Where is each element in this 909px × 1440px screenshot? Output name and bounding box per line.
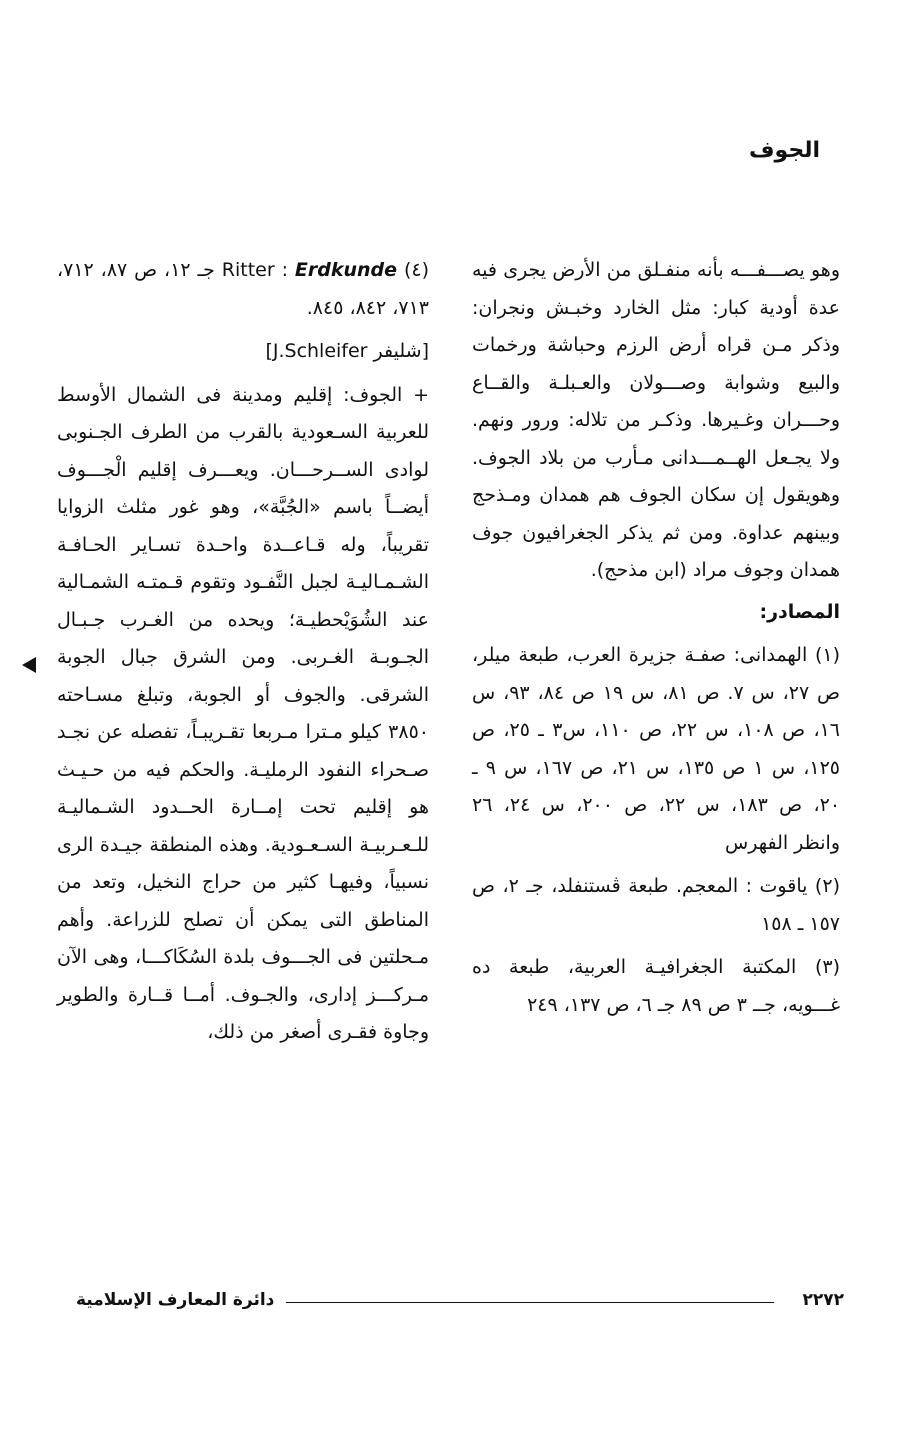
- right-column: [472, 252, 840, 1024]
- page-title: الجوف: [748, 138, 820, 163]
- intro-paragraph: وهو يصـــفـــه بأنه منفـلق من الأرض يجرى فيه عدة أودية كبار: مثل الخارد وخبـش ونجران: وذكر مـن قراه أرض الرزم وحباشة ورخمات والبيع وشوابة وصـــولان والعـبلـة والقــاع وحـــران وغـيرها. وذكـر من تلاله: ورور ونهم. ولا يجـعل الهــمـــدانى مـأرب من بلاد الجوف. وهويقول إن سكان الجوف هم همدان ومـذحج وبينهم عداوة. ومن ثم يذكر الجغرافيون جوف همدان وجوف مراد (ابن مذحج).: [472, 259, 840, 581]
- page-footer: [76, 1290, 844, 1320]
- reference-1: (١) الهمدانى: صفـة جزيرة العرب، طبعة ميلر، ص ٢٧، س ٧. ص ٨١، س ١٩ ص ٨٤، ٩٣، س ١٦، ص ١٠٨، س ٢٢، ص ١١٠، س٣ ـ ٢٥، ص ١٢٥، س ١ ص ١٣٥، س ٢١، ص ١٦٧، س ٩ ـ ٢٠، ص ١٨٣، س ٢٢، ص ٢٠٠، س ٢٤، ٢٦ وانظر الفهرس: [472, 644, 841, 854]
- reference-4-number: (٤): [403, 259, 429, 281]
- left-column: [57, 252, 429, 1052]
- author-signature: [شليفر J.Schleifer]: [265, 340, 429, 362]
- reference-4: [57, 252, 429, 327]
- reference-4-pages: جـ ١٢، ص ٨٧، ٧١٢، ٧١٣، ٨٤٢، ٨٤٥.: [57, 259, 429, 319]
- reference-4-author-name: Ritter :: [221, 259, 288, 281]
- reference-3: (٣) المكتبة الجغرافيـة العربية، طبعة ده غـــويه، جــ ٣ ص ٨٩ جـ ٦، ص ١٣٧، ٢٤٩: [472, 956, 840, 1016]
- article-paragraph: + الجوف: إقليم ومدينة فى الشمال الأوسط للعربية السـعودية بالقرب من الطرف الجـنوبى لوادى الســرحـــان. ويعـــرف إقليم الْجـــوف أيضــاً باسم «الجُبَّة»، وهو غور مثلث الزوايا تقريباً، وله قـاعــدة واحـدة تسـاير الحـافـة الشـمـاليـة لجبل النَّفـود وتقوم قـمتـه الشمـالية عند الشُوَيْحطيـة؛ ويحده من الغـرب جـبـال الجـوبـة الغـربى. ومن الشرق جبال الجوبة الشرقى. والجوف أو الجوبة، وتبلغ مسـاحته ٣٨٥٠ كيلو مـترا مـربعا تقـريبـاً، تفصله عن نجـد صـحراء النفود الرمليـة. والحكم فيه من حـيـث هو إقليم تحت إمــارة الحــدود الشـماليـة للـعـربيـة السـعـودية. وهذه المنطقة جيـدة الرى نسبياً، وفيهـا كثير من حراج النخيل، وتعد من المناطق التى يمكن أن تصلح للزراعة. وأهم مـحلتين فى الجـــوف بلدة السُكَاكـــا، وهى الآن مـركـــز إدارى، والجـوف. أمــا قــارة والطوير وجاوة فقـرى أصغر من ذلك،: [57, 383, 429, 1043]
- margin-marker-icon: [22, 657, 36, 673]
- footer-rule: [286, 1302, 774, 1303]
- sources-heading: المصادر:: [759, 600, 840, 623]
- page-number: ٢٢٧٢: [802, 1290, 844, 1310]
- reference-2: (٢) ياقوت : المعجم. طبعة ڤستنفلد، جـ ٢، ص ١٥٧ ـ ١٥٨: [472, 875, 840, 935]
- reference-4-title: Erdkunde: [294, 259, 398, 281]
- publication-title: دائرة المعارف الإسلامية: [76, 1290, 275, 1310]
- reference-4-author: [222, 259, 397, 281]
